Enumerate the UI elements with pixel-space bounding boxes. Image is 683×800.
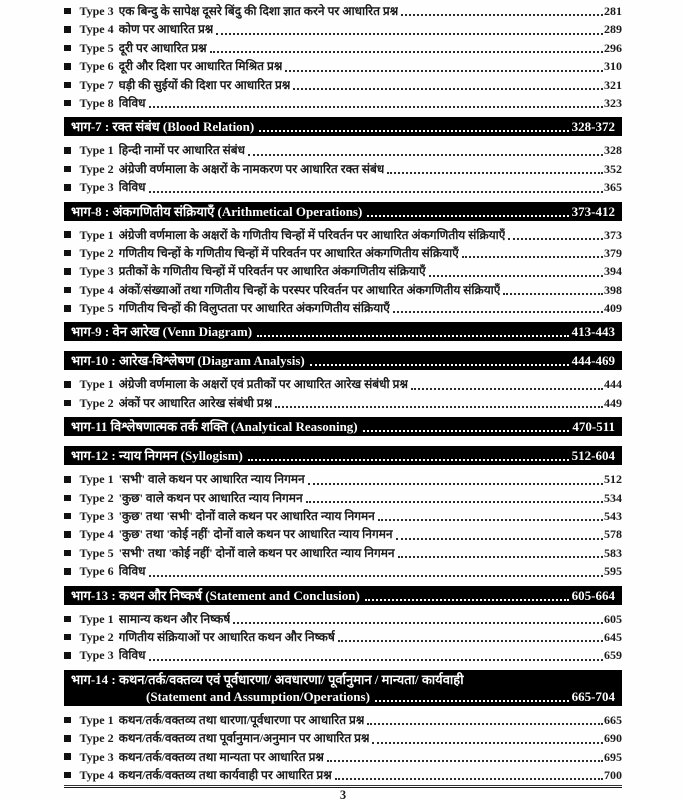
toc-entry	[64, 610, 622, 628]
dot-leader	[306, 501, 603, 503]
entry-page-number: 409	[604, 301, 622, 316]
entry-page-number: 328	[604, 143, 622, 158]
entry-type-label: Type 8	[79, 95, 114, 110]
dot-leader	[248, 459, 569, 461]
entry-type-label: Type 1	[79, 611, 114, 626]
entry-type-label: Type 1	[79, 472, 114, 487]
section-page-range: 413-443	[571, 324, 615, 340]
bullet-square-icon	[64, 8, 71, 15]
section-header-line	[71, 671, 615, 688]
entry-page-number: 659	[604, 648, 622, 663]
bullet-square-icon	[64, 305, 71, 312]
entry-type-label: Type 3	[79, 264, 114, 279]
entry-page-number: 665	[604, 712, 622, 727]
toc-entry	[64, 562, 622, 580]
entry-type-label: Type 3	[79, 509, 114, 524]
section-header	[64, 417, 622, 436]
entry-type-label: Type 2	[79, 629, 114, 644]
entry-title: दूरी पर आधारित प्रश्न	[118, 40, 207, 55]
entry-page-number: 512	[604, 472, 622, 487]
section-page-range: 605-664	[571, 587, 615, 603]
toc-entry	[64, 39, 622, 57]
section-title: भाग-7 : रक्त संबंध (Blood Relation)	[71, 119, 255, 135]
entry-title: घड़ी की सुईयों की दिशा पर आधारित प्रश्न	[118, 77, 291, 92]
entry-title: प्रतीकों के गणितीय चिन्हों में परिवर्तन पर आधारित अंकगणितीय संक्रियाएँ	[118, 264, 426, 279]
entry-title: दूरी और दिशा पर आधारित मिश्रित प्रश्न	[118, 59, 283, 74]
bullet-square-icon	[64, 550, 71, 557]
section-page-range: 444-469	[571, 353, 615, 369]
section-title: भाग-11 विश्लेषणात्मक तर्क शक्ति (Analytical Reasoning)	[71, 419, 358, 435]
bullet-square-icon	[64, 100, 71, 107]
dot-leader	[429, 275, 603, 277]
toc-entry	[64, 628, 622, 646]
dot-leader	[363, 430, 570, 432]
dot-leader	[367, 215, 568, 217]
entry-type-label: Type 3	[79, 4, 114, 18]
dot-leader	[367, 723, 603, 725]
dot-leader	[398, 556, 603, 558]
section-page-range: 328-372	[571, 119, 615, 135]
toc-entry	[64, 141, 622, 159]
toc-entry	[64, 507, 622, 525]
entry-page-number: 605	[604, 611, 622, 626]
entry-type-label: Type 5	[79, 545, 114, 560]
bullet-square-icon	[64, 513, 71, 520]
bullet-square-icon	[64, 63, 71, 70]
entry-page-number: 398	[604, 282, 622, 297]
dot-leader	[327, 760, 603, 762]
section-header-line	[71, 118, 615, 135]
entry-type-label: Type 2	[79, 490, 114, 505]
dot-leader	[393, 311, 603, 313]
entry-page-number: 323	[604, 95, 622, 110]
footer-page-number: 3	[339, 788, 347, 800]
toc-entry	[64, 299, 622, 317]
entry-title: विविध	[118, 564, 146, 579]
entry-type-label: Type 5	[79, 40, 114, 55]
toc-entry	[64, 544, 622, 562]
entry-title: अंग्रेजी वर्णमाला के अक्षरों के नामकरण पर आधारित रक्त संबंध	[118, 161, 385, 176]
dot-leader	[257, 335, 569, 337]
entry-page-number: 296	[604, 40, 622, 55]
entry-title: अंकों पर आधारित आरेख संबंधी प्रश्न	[118, 395, 273, 410]
section-header-line	[71, 587, 615, 604]
toc-entry	[64, 729, 622, 747]
dot-leader	[375, 700, 569, 702]
toc-entry	[64, 281, 622, 299]
entry-type-label: Type 1	[79, 377, 114, 392]
entry-type-label: Type 1	[79, 143, 114, 158]
entry-title: गणितीय चिन्हों के गणितीय चिन्हों में परिवर्तन पर आधारित अंकगणितीय संक्रियाएँ	[118, 245, 459, 260]
dot-leader	[310, 364, 569, 366]
dot-leader	[149, 659, 603, 661]
entry-page-number: 373	[604, 227, 622, 242]
toc-entry	[64, 748, 622, 766]
section-header-line	[71, 352, 615, 369]
entry-title: कोण पर आधारित प्रश्न	[118, 22, 214, 37]
toc-entry	[64, 394, 622, 412]
bullet-square-icon	[64, 147, 71, 154]
toc-entry	[64, 20, 622, 38]
entry-type-label: Type 3	[79, 180, 114, 195]
section-header	[64, 202, 622, 221]
dot-leader	[372, 742, 603, 744]
toc-entry	[64, 711, 622, 729]
entry-type-label: Type 6	[79, 564, 114, 579]
dot-leader	[149, 575, 603, 577]
dot-leader	[365, 599, 569, 601]
entry-page-number: 365	[604, 180, 622, 195]
entry-page-number: 583	[604, 545, 622, 560]
bullet-square-icon	[64, 26, 71, 33]
entry-type-label: Type 1	[79, 712, 114, 727]
section-title: भाग-8 : अंकगणितीय संक्रियाएँ (Arithmetical Operations)	[71, 203, 363, 219]
toc-entry	[64, 76, 622, 94]
entry-type-label: Type 4	[79, 22, 114, 37]
entry-page-number: 595	[604, 564, 622, 579]
bullet-square-icon	[64, 634, 71, 641]
entry-type-label: Type 2	[79, 245, 114, 260]
bullet-square-icon	[64, 652, 71, 659]
section-header-line	[71, 323, 615, 340]
toc-entry	[64, 226, 622, 244]
dot-leader	[275, 406, 603, 408]
entry-page-number: 444	[604, 377, 622, 392]
section-title-english: (Statement and Assumption/Operations)	[146, 688, 370, 704]
entry-title: विविध	[118, 648, 146, 663]
bullet-square-icon	[64, 231, 71, 238]
dot-leader	[462, 256, 603, 258]
toc-entry	[64, 470, 622, 488]
bullet-square-icon	[64, 268, 71, 275]
entry-title: हिन्दी नामों पर आधारित संबंध	[118, 143, 246, 158]
entry-title: सामान्य कथन और निष्कर्ष	[118, 611, 231, 626]
dot-leader	[335, 778, 603, 780]
entry-title: 'सभी' तथा 'कोई नहीं' दोनों वाले कथन पर आधारित न्याय निगमन	[118, 545, 395, 560]
entry-title: कथन/तर्क/वक्तव्य तथा धारणा/पूर्वधारणा पर आधारित प्रश्न	[118, 712, 365, 727]
dot-leader	[285, 70, 603, 72]
entry-page-number: 534	[604, 490, 622, 505]
entry-title: एक बिन्दु के सापेक्ष दूसरे बिंदु की दिशा ज्ञात करने पर आधारित प्रश्न	[118, 4, 399, 18]
entry-title: कथन/तर्क/वक्तव्य तथा मान्यता पर आधारित प्रश्न	[118, 749, 324, 764]
section-header	[64, 322, 622, 341]
dot-leader	[308, 483, 603, 485]
dot-leader	[248, 154, 603, 156]
entry-type-label: Type 6	[79, 59, 114, 74]
section-title: भाग-14 : कथन/तर्क/वक्तव्य एवं पूर्वधारणा/ अवधारणा/ पूर्वानुमान / मान्यता/ कार्यवाही	[71, 671, 464, 687]
section-header	[64, 446, 622, 465]
entry-page-number: 321	[604, 77, 622, 92]
section-header	[64, 586, 622, 605]
entry-title: अंकों/संख्याओं तथा गणितीय चिन्हों के परस्पर परिवर्तन पर आधारित अंकगणितीय संक्रियाएँ	[118, 282, 501, 297]
section-title: भाग-12 : न्याय निगमन (Syllogism)	[71, 448, 243, 464]
entry-title: कथन/तर्क/वक्तव्य तथा पूर्वानुमान/अनुमान पर आधारित प्रश्न	[118, 731, 370, 746]
bullet-square-icon	[64, 476, 71, 483]
entry-title: 'कुछ' वाले कथन पर आधारित न्याय निगमन	[118, 490, 303, 505]
section-title: भाग-9 : वेन आरेख (Venn Diagram)	[71, 324, 253, 340]
toc-entry	[64, 489, 622, 507]
entry-page-number: 690	[604, 731, 622, 746]
section-page-range: 512-604	[571, 448, 615, 464]
entry-type-label: Type 4	[79, 527, 114, 542]
toc-entry	[64, 2, 622, 20]
toc-entry	[64, 646, 622, 664]
entry-type-label: Type 4	[79, 767, 114, 782]
entry-page-number: 645	[604, 629, 622, 644]
section-page-range: 373-412	[571, 203, 615, 219]
bullet-square-icon	[64, 735, 71, 742]
entry-title: गणितीय चिन्हों की विलुप्तता पर आधारित अंकगणितीय संक्रियाएँ	[118, 301, 390, 316]
bullet-square-icon	[64, 753, 71, 760]
entry-title: 'कुछ' तथा 'कोई नहीं' दोनों वाले कथन पर आधारित न्याय निगमन	[118, 527, 393, 542]
dot-leader	[233, 622, 603, 624]
entry-page-number: 695	[604, 749, 622, 764]
section-header-line	[71, 418, 615, 435]
toc-entry	[64, 57, 622, 75]
bullet-square-icon	[64, 400, 71, 407]
entry-page-number: 310	[604, 59, 622, 74]
dot-leader	[149, 106, 603, 108]
toc-list	[64, 0, 622, 784]
section-header	[64, 670, 622, 706]
entry-title: 'सभी' वाले कथन पर आधारित न्याय निगमन	[118, 472, 305, 487]
entry-title: अंग्रेजी वर्णमाला के अक्षरों के गणितीय चिन्हों में परिवर्तन पर आधारित अंकगणितीय संक्रियाएँ	[118, 227, 506, 242]
entry-type-label: Type 4	[79, 282, 114, 297]
section-header-line2	[71, 688, 615, 705]
entry-title: विविध	[118, 180, 146, 195]
bullet-square-icon	[64, 82, 71, 89]
bullet-square-icon	[64, 495, 71, 502]
toc-entry	[64, 375, 622, 393]
section-header	[64, 351, 622, 370]
toc-entry	[64, 94, 622, 112]
bullet-square-icon	[64, 381, 71, 388]
dot-leader	[259, 130, 568, 132]
bullet-square-icon	[64, 166, 71, 173]
dot-leader	[216, 33, 603, 35]
entry-type-label: Type 1	[79, 227, 114, 242]
entry-page-number: 700	[604, 767, 622, 782]
dot-leader	[378, 519, 603, 521]
bullet-square-icon	[64, 772, 71, 779]
entry-title: अंग्रेजी वर्णमाला के अक्षरों एवं प्रतीकों पर आधारित आरेख संबंधी प्रश्न	[118, 377, 408, 392]
entry-page-number: 281	[604, 4, 622, 18]
section-header-line	[71, 447, 615, 464]
section-header-line	[71, 203, 615, 220]
entry-title: कथन/तर्क/वक्तव्य तथा कार्यवाही पर आधारित प्रश्न	[118, 767, 332, 782]
entry-page-number: 289	[604, 22, 622, 37]
dot-leader	[411, 388, 603, 390]
entry-type-label: Type 3	[79, 749, 114, 764]
entry-type-label: Type 7	[79, 77, 114, 92]
entry-title: गणितीय संक्रियाओं पर आधारित कथन और निष्कर्ष	[118, 629, 335, 644]
entry-type-label: Type 2	[79, 731, 114, 746]
entry-page-number: 543	[604, 509, 622, 524]
bullet-square-icon	[64, 184, 71, 191]
toc-entry	[64, 525, 622, 543]
toc-entry	[64, 244, 622, 262]
entry-title: विविध	[118, 95, 146, 110]
bullet-square-icon	[64, 287, 71, 294]
entry-page-number: 352	[604, 161, 622, 176]
section-header	[64, 117, 622, 136]
bullet-square-icon	[64, 45, 71, 52]
dot-leader	[210, 51, 603, 53]
toc-entry	[64, 178, 622, 196]
bullet-square-icon	[64, 531, 71, 538]
toc-entry	[64, 766, 622, 784]
dot-leader	[149, 191, 603, 193]
dot-leader	[387, 172, 603, 174]
entry-type-label: Type 3	[79, 648, 114, 663]
section-title: भाग-13 : कथन और निष्कर्ष (Statement and Conclusion)	[71, 587, 360, 603]
entry-page-number: 394	[604, 264, 622, 279]
toc-entry	[64, 262, 622, 280]
section-title: भाग-10 : आरेख-विश्लेषण (Diagram Analysis)	[71, 353, 305, 369]
toc-entry	[64, 160, 622, 178]
section-page-range: 470-511	[572, 419, 615, 435]
entry-page-number: 449	[604, 395, 622, 410]
dot-leader	[401, 14, 603, 16]
section-page-range: 665-704	[571, 688, 615, 704]
bullet-square-icon	[64, 616, 71, 623]
entry-page-number: 379	[604, 245, 622, 260]
dot-leader	[508, 238, 603, 240]
entry-type-label: Type 5	[79, 301, 114, 316]
page-footer	[64, 785, 622, 800]
entry-title: 'कुछ' तथा 'सभी' दोनों वाले कथन पर आधारित न्याय निगमन	[118, 509, 375, 524]
dot-leader	[293, 88, 603, 90]
bullet-square-icon	[64, 250, 71, 257]
bullet-square-icon	[64, 568, 71, 575]
dot-leader	[396, 538, 603, 540]
bullet-square-icon	[64, 717, 71, 724]
entry-page-number: 578	[604, 527, 622, 542]
dot-leader	[503, 293, 603, 295]
entry-type-label: Type 2	[79, 161, 114, 176]
dot-leader	[338, 640, 603, 642]
entry-type-label: Type 2	[79, 395, 114, 410]
